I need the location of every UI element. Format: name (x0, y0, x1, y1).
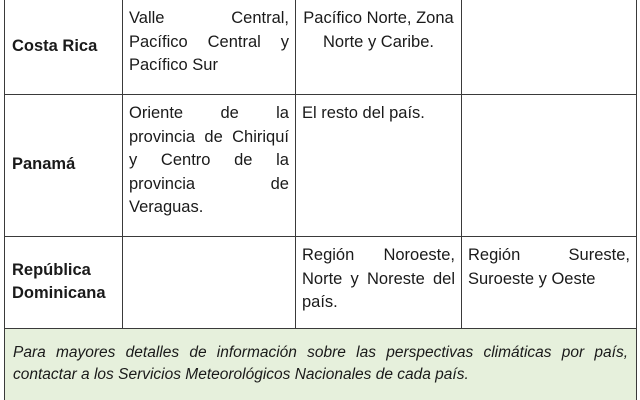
region-cell: Oriente de la provincia de Chiriquí y Centro de la provincia de Veraguas. (123, 95, 296, 237)
region-cell (462, 0, 637, 95)
region-cell: Valle Central, Pacífico Central y Pacífico Sur (123, 0, 296, 95)
table-row (5, 0, 637, 95)
country-cell: Panamá (5, 95, 123, 237)
country-cell: República Dominicana (5, 237, 123, 329)
climate-regions-table (4, 0, 637, 400)
country-cell: Costa Rica (5, 0, 123, 95)
region-cell: Pacífico Norte, Zona Norte y Caribe. (296, 0, 462, 95)
region-cell: Región Sureste, Suroeste y Oeste (462, 237, 637, 329)
region-cell (123, 237, 296, 329)
table-row (5, 329, 637, 400)
region-cell (462, 95, 637, 237)
footnote-cell: Para mayores detalles de información sobre las perspectivas climáticas por país, contactar a los Servicios Meteorológicos Nacionales de cada país. (5, 329, 637, 400)
table-row (5, 95, 637, 237)
table-row (5, 237, 637, 329)
region-cell: El resto del país. (296, 95, 462, 237)
region-cell: Región Noroeste, Norte y Noreste del país. (296, 237, 462, 329)
